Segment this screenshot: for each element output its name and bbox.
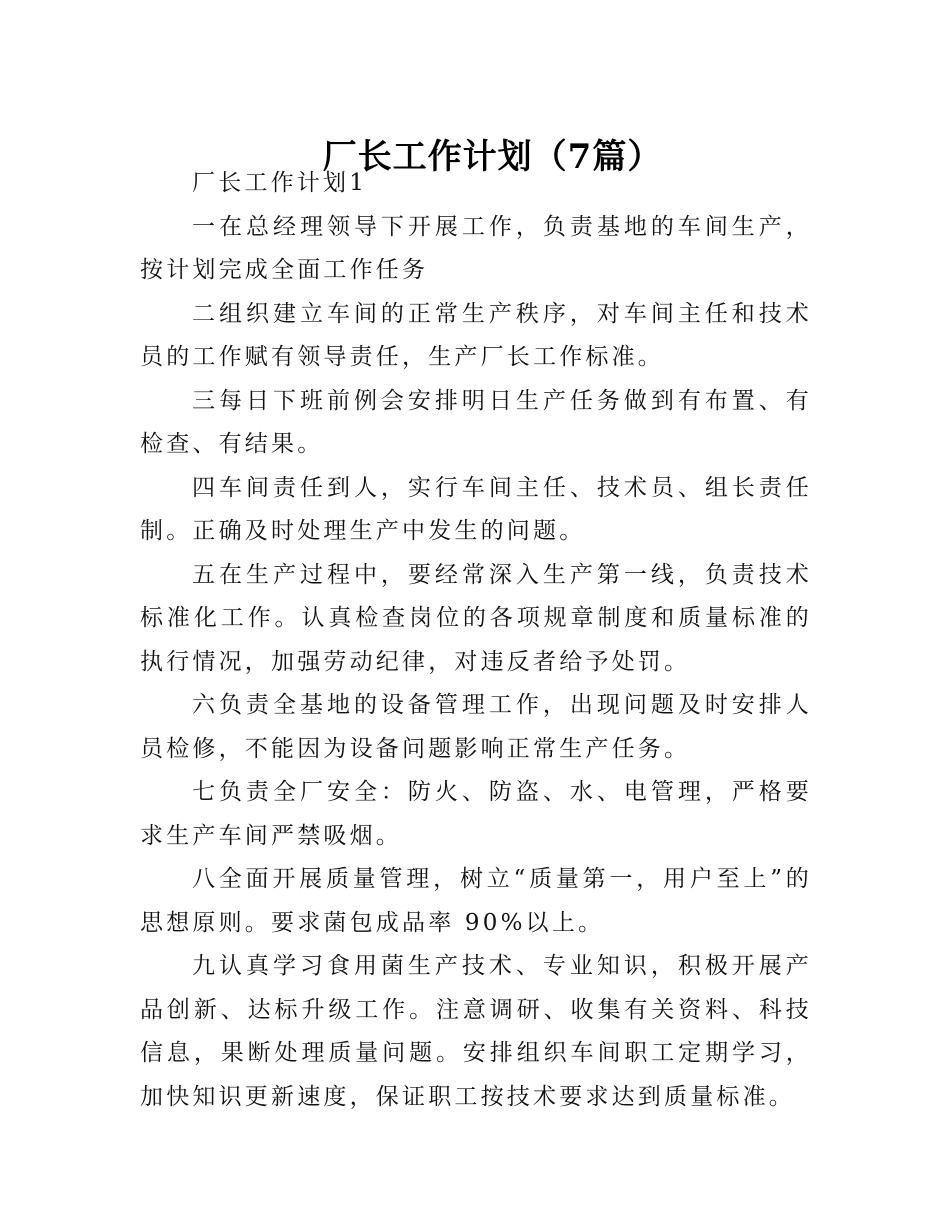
section-heading: 厂长工作计划1	[192, 170, 368, 196]
plan-item-6: 六负责全基地的设备管理工作，出现问题及时安排人员检修，不能因为设备问题影响正常生产任务。	[140, 692, 812, 762]
plan-item-2: 二组织建立车间的正常生产秩序，对车间主任和技术员的工作赋有领导责任，生产厂长工作标准。	[140, 300, 812, 370]
document-body	[140, 162, 812, 1119]
document-title: 厂长工作计划（7篇）	[322, 136, 663, 177]
plan-item-3: 三每日下班前例会安排明日生产任务做到有布置、有检查、有结果。	[140, 387, 812, 457]
plan-item-1: 一在总经理领导下开展工作，负责基地的车间生产，按计划完成全面工作任务	[140, 213, 812, 283]
plan-item-8: 八全面开展质量管理，树立“质量第一，用户至上”的思想原则。要求菌包成品率 90%以上。	[140, 866, 812, 936]
plan-item-4: 四车间责任到人，实行车间主任、技术员、组长责任制。正确及时处理生产中发生的问题。	[140, 474, 812, 544]
plan-item-7: 七负责全厂安全：防火、防盗、水、电管理，严格要求生产车间严禁吸烟。	[140, 779, 812, 849]
plan-item-5: 五在生产过程中，要经常深入生产第一线，负责技术标准化工作。认真检查岗位的各项规章制度和质量标准的执行情况，加强劳动纪律，对违反者给予处罚。	[140, 561, 812, 675]
plan-item-9: 九认真学习食用菌生产技术、专业知识，积极开展产品创新、达标升级工作。注意调研、收集有关资料、科技信息，果断处理质量问题。安排组织车间职工定期学习，加快知识更新速度，保证职工按技术要求达到质量标准。	[140, 953, 812, 1110]
